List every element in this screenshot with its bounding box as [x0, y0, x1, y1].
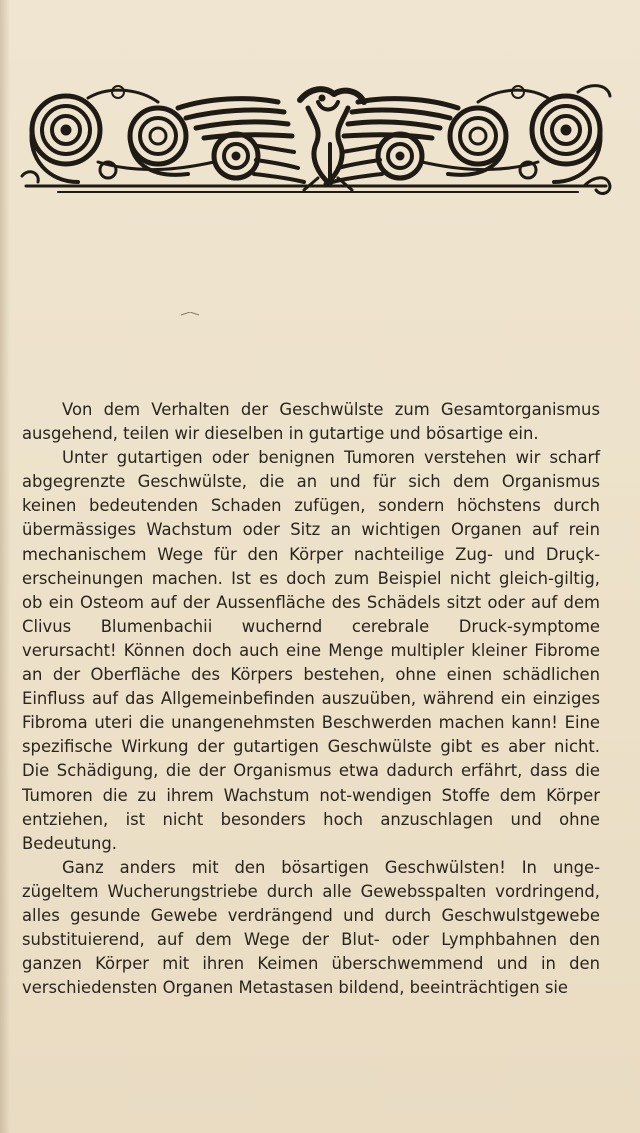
stray-mark	[180, 312, 200, 316]
ornament-headpiece-icon	[18, 78, 614, 198]
body-text	[22, 398, 600, 1000]
paragraph-1: Von dem Verhalten der Geschwülste zum Gesamtorganismus ausgehend, teilen wir dieselben in gutartige und bösartige ein.	[22, 400, 600, 444]
paragraph-3: Ganz anders mit den bösartigen Geschwülsten! In unge-zügeltem Wucherungstriebe durch alle Gewebsspalten vordringend, alles gesunde Gewebe verdrängend und durch Geschwulstgewebe substituierend, auf dem Wege der Blut- oder Lymphbahnen den ganzen Körper mit ihren Keimen überschwemmend und in den verschiedensten Organen Metastasen bildend, beeinträchtigen sie	[22, 857, 600, 998]
page-gutter-shadow	[0, 0, 10, 1133]
paragraph-2: Unter gutartigen oder benignen Tumoren verstehen wir scharf abgegrenzte Geschwülste, die an und für sich dem Organismus keinen bedeutenden Schaden zufügen, sondern höchstens durch übermässiges Wachstum oder Sitz an wichtigen Organen auf rein mechanischem Wege für den Körper nachteilige Zug- und Druçk-erscheinungen machen. Ist es doch zum Beispiel nicht gleich-giltig, ob ein Osteom auf der Aussenfläche des Schädels sitzt oder auf dem Clivus Blumenbachii wuchernd cerebrale Druck-symptome verursacht! Können doch auch eine Menge multipler kleiner Fibrome an der Oberfläche des Körpers bestehen, ohne einen schädlichen Einfluss auf das Allgemeinbefinden auszuüben, während ein einziges Fibroma uteri die unangenehmsten Beschwerden machen kann! Eine spezifische Wirkung der gutartigen Geschwülste gibt es aber nicht. Die Schädigung, die der Organismus etwa dadurch erfährt, dass die Tumoren die zu ihrem Wachstum not-wendigen Stoffe dem Körper entziehen, ist nicht besonders hoch anzuschlagen und ohne Bedeutung.	[22, 448, 600, 853]
